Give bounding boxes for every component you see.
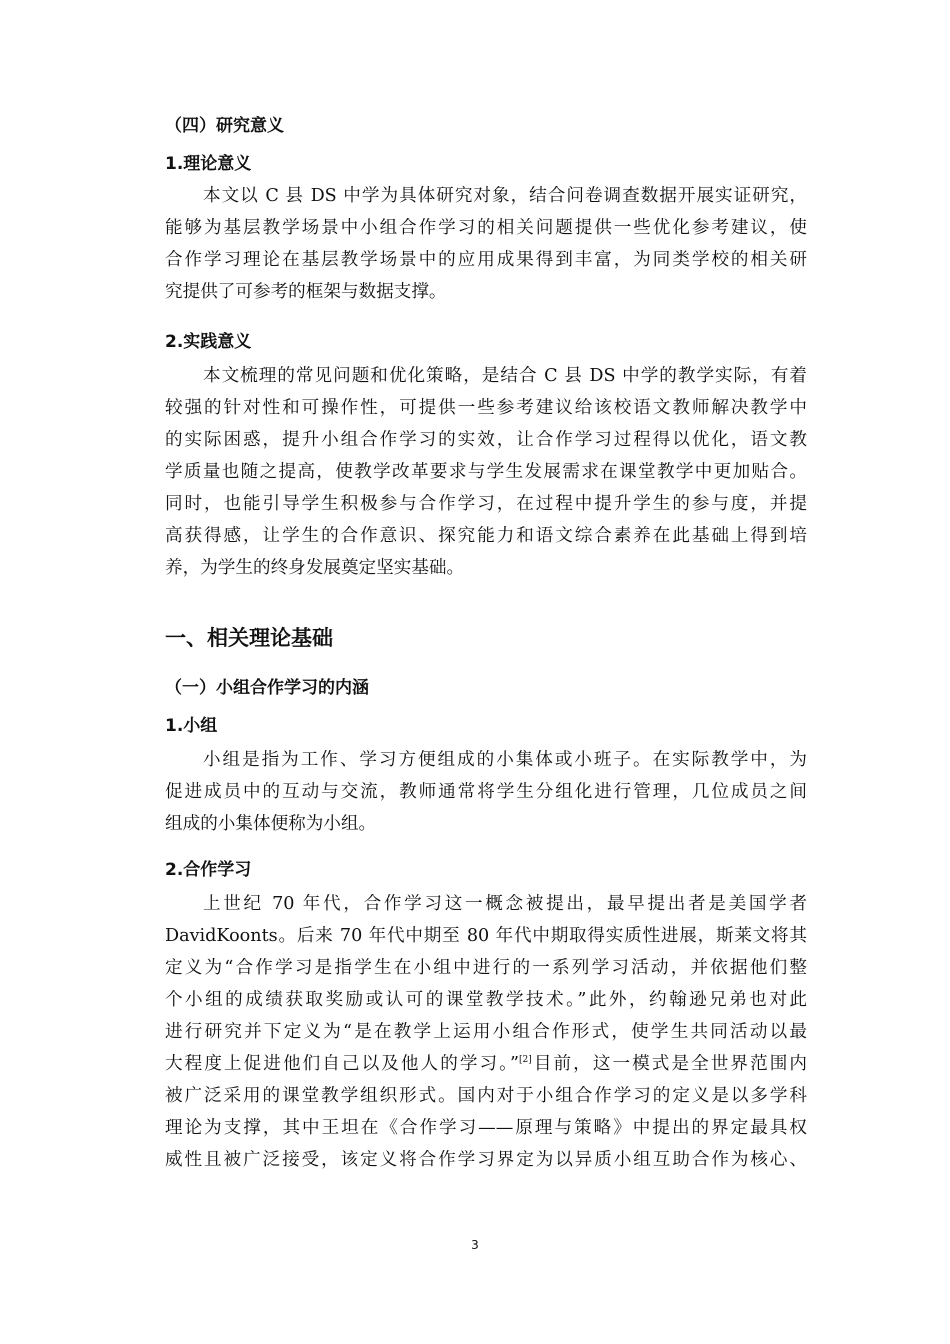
text-line: 究提供了可参考的框架与数据支撑。 xyxy=(165,282,447,302)
text-line: 促进成员中的互动与交流，教师通常将学生分组化进行管理，几位成员之间 xyxy=(165,782,807,802)
text-line: 合作学习理论在基层教学场景中的应用成果得到丰富，为同类学校的相关研 xyxy=(165,250,807,270)
subheading-practical-significance: 2.实践意义 xyxy=(165,332,252,352)
paragraph-group xyxy=(165,744,807,840)
text-line: 较强的针对性和可操作性，可提供一些参考建议给该校语文教师解决教学中 xyxy=(165,398,807,418)
text-line: 定义为“合作学习是指学生在小组中进行的一系列学习活动，并依据他们整 xyxy=(165,958,807,978)
text-line: 被广泛采用的课堂教学组织形式。国内对于小组合作学习的定义是以多学科 xyxy=(165,1086,807,1106)
text-line: 个小组的成绩获取奖励或认可的课堂教学技术。”此外，约翰逊兄弟也对此 xyxy=(165,990,807,1010)
text-line: 同时，也能引导学生积极参与合作学习，在过程中提升学生的参与度，并提 xyxy=(165,494,807,514)
paragraph-cooperative-learning xyxy=(165,888,807,1176)
text-line: 本文以 C 县 DS 中学为具体研究对象，结合问卷调查数据开展实证研究， xyxy=(203,186,807,206)
chapter-heading-theoretical-foundations: 一、相关理论基础 xyxy=(165,626,333,650)
subheading-group: 1.小组 xyxy=(165,716,218,736)
text-line: 理论为支撑，其中王坦在《合作学习——原理与策略》中提出的界定最具权 xyxy=(165,1118,807,1138)
section-heading-group-cooperative-learning: （一）小组合作学习的内涵 xyxy=(165,678,369,698)
text-line: DavidKoonts。后来 70 年代中期至 80 年代中期取得实质性进展，斯莱文将其 xyxy=(165,926,807,946)
text-segment: 目前，这一模式是全世界范围内 xyxy=(531,1054,807,1074)
text-segment: 大程度上促进他们自己以及他人的学习。” xyxy=(165,1054,520,1074)
text-line: 上世纪 70 年代，合作学习这一概念被提出，最早提出者是美国学者 xyxy=(203,894,807,914)
text-line: 养，为学生的终身发展奠定坚实基础。 xyxy=(165,558,465,578)
paragraph-practical-significance xyxy=(165,360,807,584)
text-line: 学质量也随之提高，使教学改革要求与学生发展需求在课堂教学中更加贴合。 xyxy=(165,462,807,482)
subheading-cooperative-learning: 2.合作学习 xyxy=(165,860,252,880)
citation-reference: [2] xyxy=(519,1055,532,1066)
section-heading-research-significance: （四）研究意义 xyxy=(165,116,284,136)
text-line: 进行研究并下定义为“是在教学上运用小组合作形式，使学生共同活动以最 xyxy=(165,1022,807,1042)
text-line: 本文梳理的常见问题和优化策略，是结合 C 县 DS 中学的教学实际，有着 xyxy=(203,366,807,386)
text-line: 高获得感，让学生的合作意识、探究能力和语文综合素养在此基础上得到培 xyxy=(165,526,807,546)
paragraph-theoretical-significance xyxy=(165,180,807,308)
text-line: 威性且被广泛接受，该定义将合作学习界定为以异质小组互助合作为核心、 xyxy=(165,1150,807,1170)
text-line: 小组是指为工作、学习方便组成的小集体或小班子。在实际教学中，为 xyxy=(203,750,807,770)
text-line-with-citation xyxy=(165,1048,807,1080)
subheading-theoretical-significance: 1.理论意义 xyxy=(165,154,252,174)
text-line: 组成的小集体便称为小组。 xyxy=(165,814,377,834)
text-line: 能够为基层教学场景中小组合作学习的相关问题提供一些优化参考建议，使 xyxy=(165,218,807,238)
page-number: 3 xyxy=(471,1238,479,1252)
text-line: 的实际困惑，提升小组合作学习的实效，让合作学习过程得以优化，语文教 xyxy=(165,430,807,450)
